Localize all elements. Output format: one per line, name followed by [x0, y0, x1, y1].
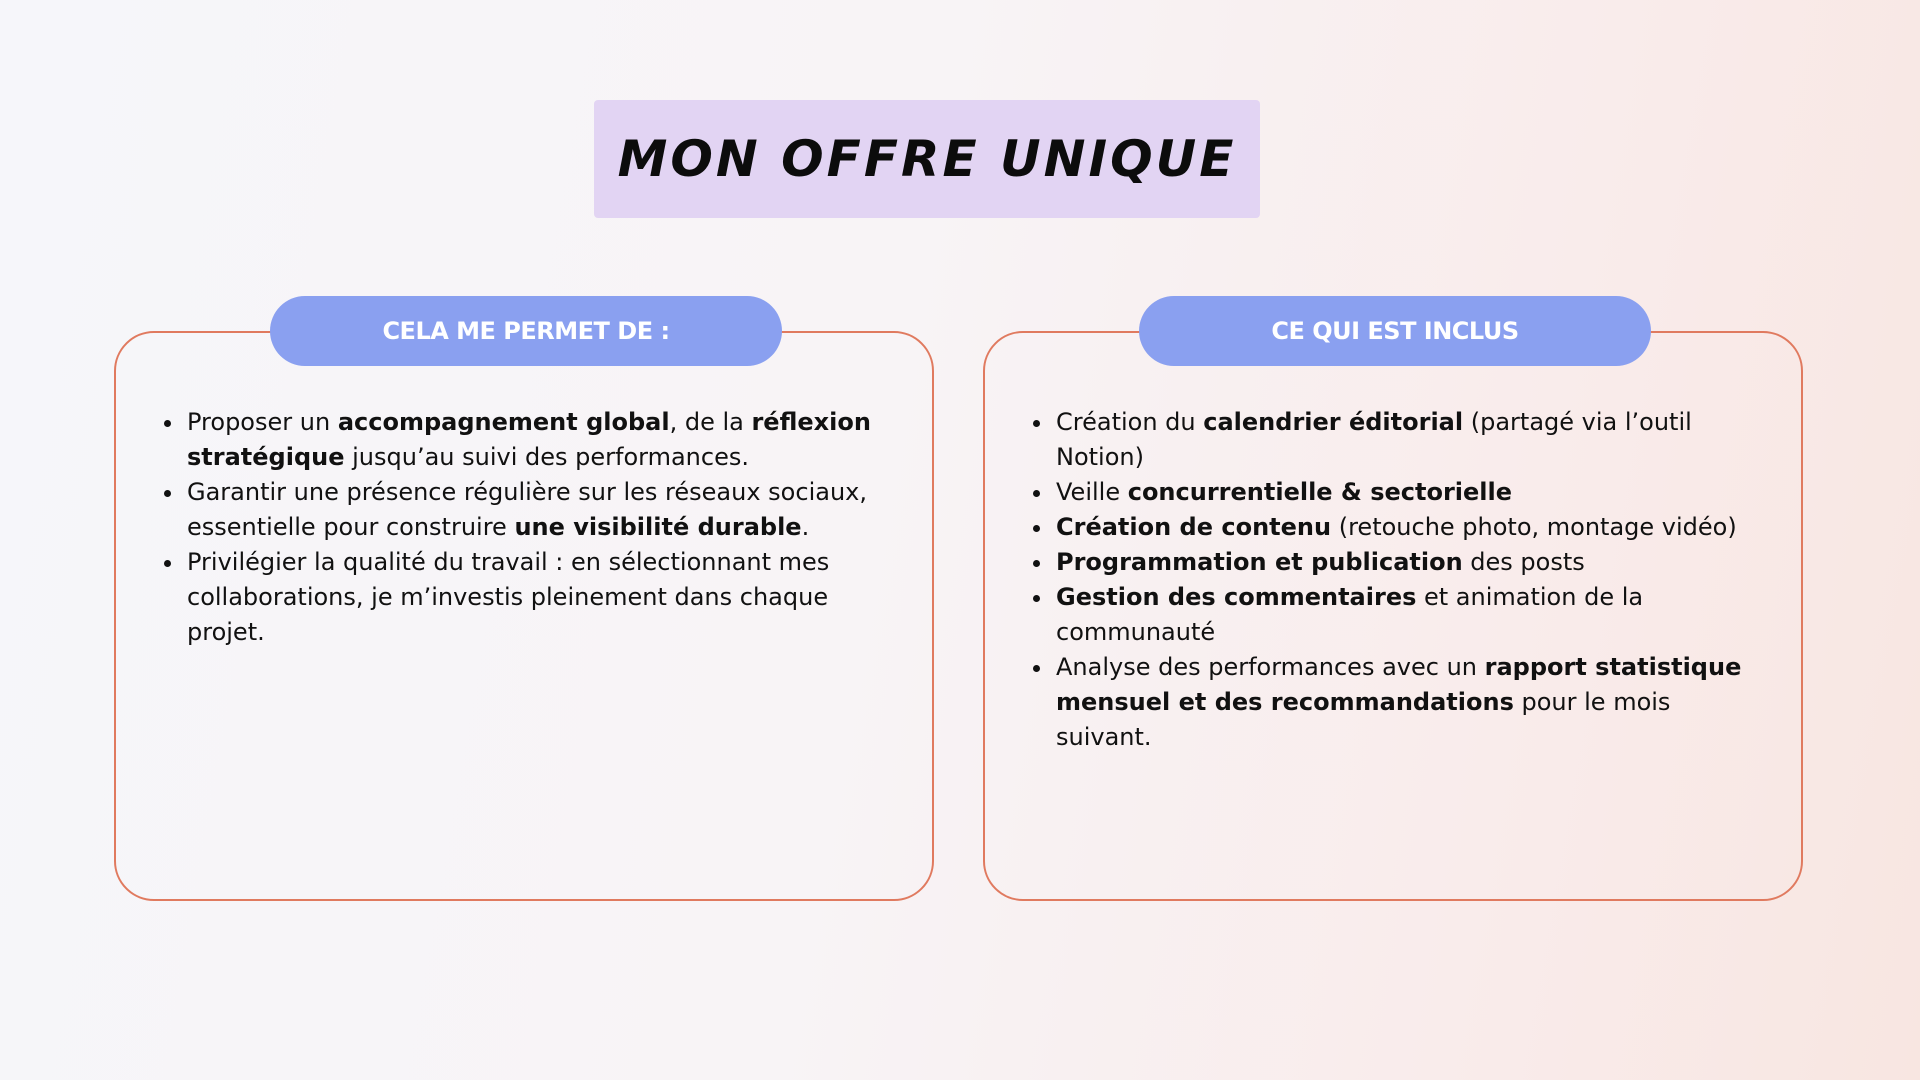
- list-item: [185, 475, 885, 545]
- text: Garantir une présence régulière sur les réseaux sociaux, essentielle pour construire: [187, 478, 867, 541]
- bold-text: rapport statistique mensuel et des recommandations: [1056, 653, 1742, 716]
- bold-text: accompagnement global: [337, 408, 670, 436]
- text: Proposer un: [187, 408, 338, 436]
- page-title: MON OFFRE UNIQUE: [617, 130, 1237, 188]
- benefits-list: [155, 405, 885, 650]
- list-item: [185, 405, 885, 475]
- text: (partagé via l’outil Notion): [1056, 408, 1692, 471]
- included-heading: CE QUI EST INCLUS: [1271, 317, 1519, 345]
- list-item: [1054, 650, 1766, 755]
- list-item: [1054, 545, 1766, 580]
- text: (retouche photo, montage vidéo): [1331, 513, 1737, 541]
- list-item: [1054, 405, 1766, 475]
- title-banner: [594, 100, 1260, 218]
- bold-text: concurrentielle & sectorielle: [1127, 478, 1513, 506]
- list-item: [185, 545, 885, 650]
- text: jusqu’au suivi des performances.: [344, 443, 749, 471]
- text: Privilégier la qualité du travail : en sélectionnant mes collaborations, je m’investis pleinement dans chaque projet.: [187, 548, 830, 646]
- text: Analyse des performances avec un: [1056, 653, 1485, 681]
- benefits-heading-pill: [270, 296, 782, 366]
- bold-text: réflexion stratégique: [187, 408, 871, 471]
- text: pour le mois suivant.: [1056, 688, 1671, 751]
- text: des posts: [1462, 548, 1585, 576]
- text: et animation de la communauté: [1056, 583, 1644, 646]
- list-item: [1054, 580, 1766, 650]
- list-item: [1054, 510, 1766, 545]
- text: Création du: [1056, 408, 1204, 436]
- bold-text: calendrier éditorial: [1203, 408, 1464, 436]
- text: Veille: [1056, 478, 1128, 506]
- bold-text: une visibilité durable: [514, 513, 802, 541]
- list-item: [1054, 475, 1766, 510]
- text: , de la: [669, 408, 752, 436]
- bold-text: Gestion des commentaires: [1056, 583, 1417, 611]
- text: .: [801, 513, 810, 541]
- bold-text: Création de contenu: [1056, 513, 1332, 541]
- bold-text: Programmation et publication: [1056, 548, 1463, 576]
- benefits-heading: CELA ME PERMET DE :: [382, 317, 670, 345]
- included-list: [1024, 405, 1766, 755]
- included-heading-pill: [1139, 296, 1651, 366]
